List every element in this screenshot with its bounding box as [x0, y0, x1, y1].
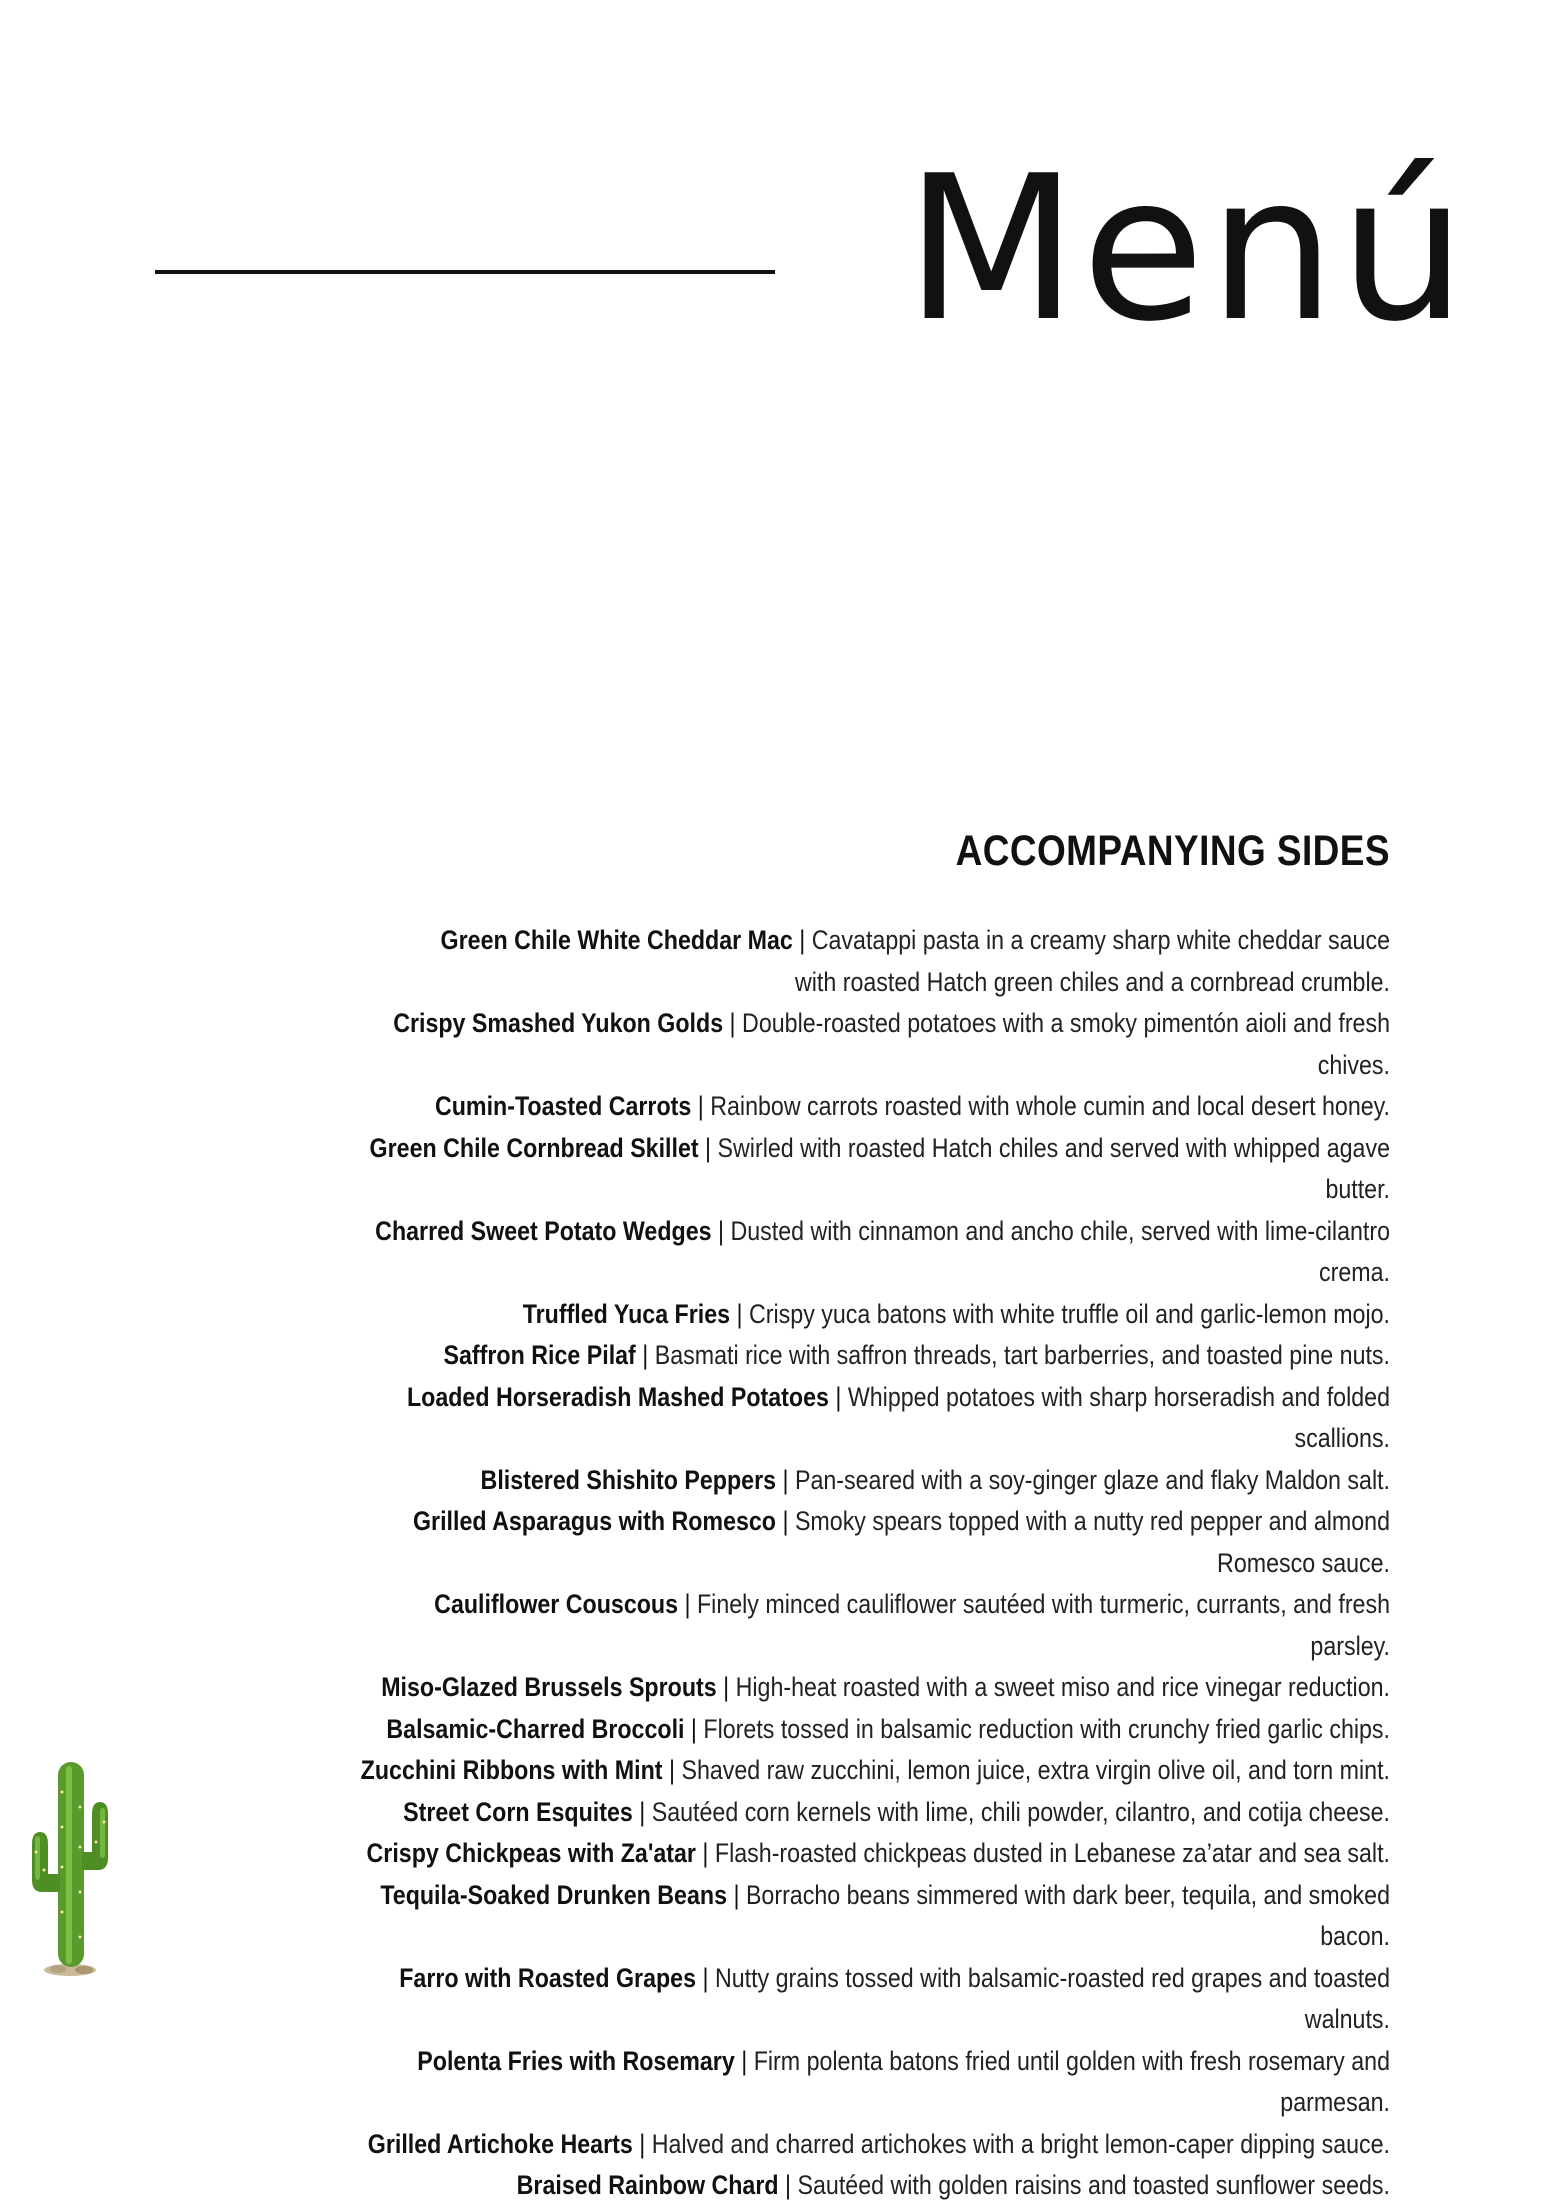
menu-item-name: Blistered Shishito Peppers [480, 1464, 777, 1495]
menu-item-description: Cavatappi pasta in a creamy sharp white cheddar sauce with roasted Hatch green chiles and a cornbread crumble. [794, 925, 1390, 997]
menu-item-description: Double-roasted potatoes with a smoky pimentón aioli and fresh chives. [742, 1008, 1390, 1080]
menu-item [349, 1833, 1390, 1875]
menu-item [349, 1584, 1390, 1667]
menu-item [349, 1460, 1390, 1502]
menu-item [349, 2041, 1390, 2124]
menu-item-description: Pan-seared with a soy-ginger glaze and flaky Maldon salt. [794, 1464, 1390, 1495]
menu-item-separator: | [734, 2045, 754, 2076]
menu-item-separator: | [691, 1091, 711, 1121]
menu-item [349, 2124, 1390, 2166]
menu-item-name: Truffled Yuca Fries [522, 1298, 731, 1329]
menu-item [349, 1792, 1390, 1834]
menu-item-name: Tequila-Soaked Drunken Beans [380, 1879, 727, 1910]
menu-item-description: Crispy yuca batons with white truffle oil and garlic-lemon mojo. [749, 1298, 1390, 1329]
cactus-icon [20, 1752, 120, 1977]
accompanying-sides-section [180, 820, 1390, 2207]
menu-item-name: Farro with Roasted Grapes [399, 1962, 697, 1993]
menu-item-separator: | [776, 1464, 795, 1495]
menu-item-name: Crispy Chickpeas with Za'atar [366, 1838, 696, 1868]
page-title: Menú [905, 133, 1471, 366]
section-heading: ACCOMPANYING SIDES [955, 827, 1390, 875]
menu-item [349, 1294, 1390, 1336]
menu-item-name: Balsamic-Charred Broccoli [386, 1713, 685, 1744]
menu-item-description: Sautéed with golden raisins and toasted sunflower seeds. [797, 2170, 1390, 2200]
title-rule [155, 270, 775, 274]
menu-item-name: Braised Rainbow Chard [516, 2170, 779, 2200]
menu-item-name: Zucchini Ribbons with Mint [360, 1755, 663, 1785]
menu-item-description: Dusted with cinnamon and ancho chile, served with lime-cilantro crema. [730, 1215, 1390, 1287]
menu-item-description: Finely minced cauliflower sautéed with turmeric, currants, and fresh parsley. [696, 1589, 1390, 1661]
menu-item [349, 1211, 1390, 1294]
menu-item-description: Florets tossed in balsamic reduction with crunchy fried garlic chips. [703, 1713, 1390, 1744]
menu-item [349, 1003, 1390, 1086]
menu-item-name: Crispy Smashed Yukon Golds [393, 1008, 724, 1038]
menu-item [349, 1667, 1390, 1709]
menu-item-description: High-heat roasted with a sweet miso and rice vinegar reduction. [735, 1672, 1390, 1702]
menu-item [349, 1709, 1390, 1751]
menu-item [349, 1750, 1390, 1792]
menu-item-separator: | [792, 925, 812, 955]
menu-item-separator: | [678, 1589, 697, 1619]
menu-item-separator: | [684, 1713, 704, 1744]
menu-item-description: Smoky spears topped with a nutty red pepper and almond Romesco sauce. [794, 1506, 1390, 1578]
menu-item-name: Green Chile Cornbread Skillet [369, 1132, 699, 1163]
menu-item-name: Charred Sweet Potato Wedges [375, 1215, 712, 1246]
menu-item [349, 1128, 1390, 1211]
menu-item-separator: | [662, 1755, 682, 1785]
menu-item [349, 1377, 1390, 1460]
menu-item-name: Cauliflower Couscous [434, 1589, 679, 1619]
menu-item-description: Shaved raw zucchini, lemon juice, extra virgin olive oil, and torn mint. [681, 1755, 1390, 1785]
menu-item-separator: | [632, 2128, 652, 2159]
menu-item [349, 2165, 1390, 2207]
menu-item [349, 1958, 1390, 2041]
menu-item-separator: | [726, 1879, 746, 1910]
menu-item [349, 1086, 1390, 1128]
menu-item [349, 920, 1390, 1003]
sides-list [180, 920, 1390, 2207]
menu-item-description: Rainbow carrots roasted with whole cumin and local desert honey. [710, 1091, 1390, 1121]
menu-item-separator: | [711, 1215, 731, 1246]
menu-item-name: Grilled Asparagus with Romesco [412, 1506, 777, 1536]
menu-item-description: Flash-roasted chickpeas dusted in Lebanese za’atar and sea salt. [714, 1838, 1390, 1868]
menu-item-separator: | [723, 1008, 743, 1038]
menu-item-separator: | [730, 1298, 750, 1329]
menu-item-separator: | [696, 1962, 715, 1993]
menu-item-separator: | [698, 1132, 718, 1163]
menu-item [349, 1875, 1390, 1958]
menu-item-name: Saffron Rice Pilaf [443, 1340, 636, 1370]
menu-item-name: Green Chile White Cheddar Mac [440, 925, 793, 955]
menu-item-name: Polenta Fries with Rosemary [417, 2045, 735, 2076]
menu-item-description: Basmati rice with saffron threads, tart barberries, and toasted pine nuts. [654, 1340, 1390, 1370]
menu-item-separator: | [695, 1838, 715, 1868]
menu-item-description: Firm polenta batons fried until golden with fresh rosemary and parmesan. [753, 2045, 1390, 2117]
menu-item-separator: | [716, 1672, 736, 1702]
menu-item-separator: | [776, 1506, 795, 1536]
menu-item [349, 1501, 1390, 1584]
menu-item-description: Borracho beans simmered with dark beer, tequila, and smoked bacon. [745, 1879, 1390, 1951]
menu-item-separator: | [778, 2170, 798, 2200]
menu-item-name: Loaded Horseradish Mashed Potatoes [406, 1381, 829, 1412]
menu-item [349, 1335, 1390, 1377]
menu-item-description: Halved and charred artichokes with a bright lemon-caper dipping sauce. [651, 2128, 1390, 2159]
menu-item-description: Swirled with roasted Hatch chiles and served with whipped agave butter. [717, 1132, 1390, 1204]
menu-item-name: Street Corn Esquites [403, 1796, 633, 1827]
menu-item-description: Sautéed corn kernels with lime, chili powder, cilantro, and cotija cheese. [651, 1796, 1390, 1827]
menu-item-description: Whipped potatoes with sharp horseradish and folded scallions. [847, 1381, 1390, 1453]
menu-item-separator: | [635, 1340, 655, 1370]
menu-item-description: Nutty grains tossed with balsamic-roasted red grapes and toasted walnuts. [714, 1962, 1390, 2034]
menu-item-name: Grilled Artichoke Hearts [367, 2128, 633, 2159]
menu-item-separator: | [632, 1796, 652, 1827]
menu-item-separator: | [828, 1381, 848, 1412]
menu-item-name: Miso-Glazed Brussels Sprouts [381, 1672, 717, 1702]
menu-item-name: Cumin-Toasted Carrots [434, 1091, 692, 1121]
